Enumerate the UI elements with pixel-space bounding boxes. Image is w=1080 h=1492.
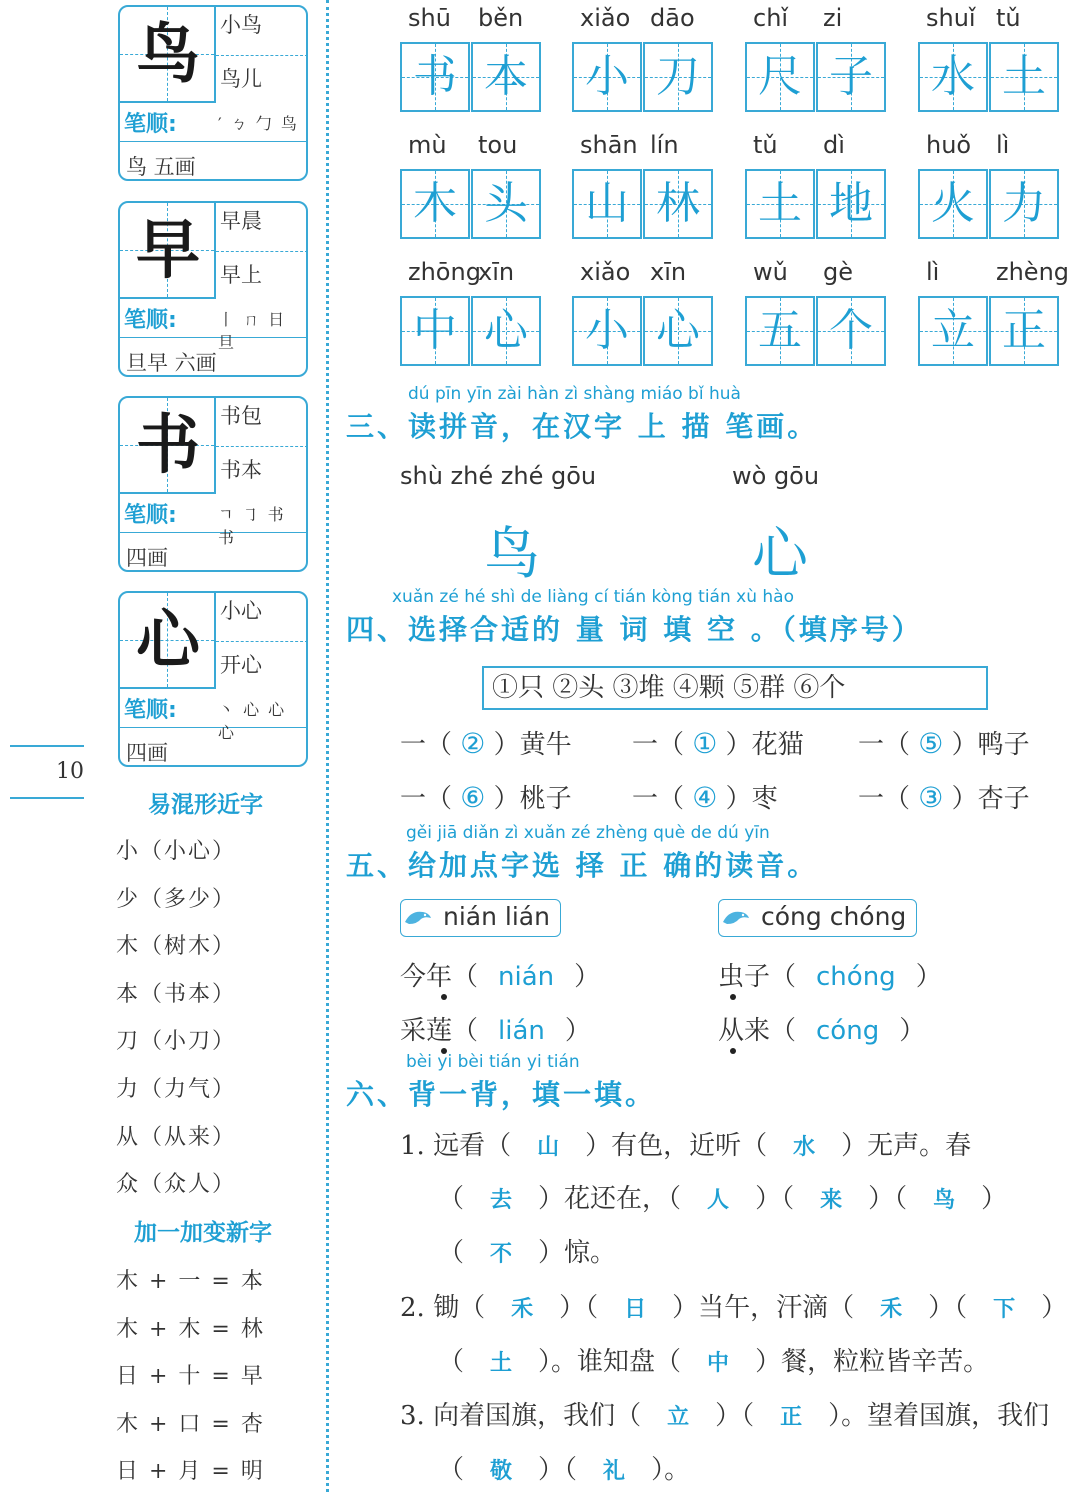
poem-line: 3. 向着国旗，我们（ 立 ）（ 正 ）。望着国旗，我们 [400,1401,1050,1431]
word-character: 尺 [758,51,802,102]
stroke-order: ㄱ ㇆ 书 书 [218,505,286,547]
measure-word-question: 一（ ④ ）枣 [632,781,778,814]
tian-grid [918,42,988,112]
tian-grid [643,169,713,239]
tian-grid [989,296,1059,366]
add-char-item: 日 + 十 = 早 [116,1364,265,1390]
card-word-1: 早晨 [220,209,262,233]
word-pinyin: dì [823,131,845,159]
add-char-item: 木 + 口 = 杏 [116,1411,265,1437]
similar-chars-title: 易混形近字 [148,792,263,818]
word-character: 五 [758,305,802,356]
measure-word-question: 一（ ③ ）杏子 [858,781,1030,814]
tian-grid [918,296,988,366]
word-character: 立 [931,305,975,356]
measure-word-answer: ⑥ [460,781,486,814]
poem-answer: 人 [707,1188,730,1213]
word-pinyin: tǔ [753,131,778,159]
word-character: 书 [413,51,457,102]
card-character: 心 [136,603,200,678]
tian-grid [120,398,216,494]
similar-char-item: 少（多少） [116,886,237,912]
similar-char-item: 刀（小刀） [116,1029,237,1055]
word-character: 力 [1002,178,1046,229]
similar-char-item: 力（力气） [116,1077,237,1102]
word-character: 个 [829,305,873,356]
word-character: 心 [484,305,528,356]
card-word-2: 鸟儿 [220,67,262,91]
word-pinyin: lín [650,131,679,159]
stroke-order-label: 笔顺: [124,503,177,528]
stroke-count: 鸟 五画 [126,155,196,179]
word-character: 木 [413,178,457,229]
measure-word-answer: ① [692,727,718,760]
word-pinyin: xīn [650,258,687,286]
tian-grid [471,169,541,239]
poem-answer: 立 [667,1405,690,1430]
word-character: 地 [829,178,873,229]
word-character: 头 [484,178,528,229]
poem-answer: 去 [490,1188,513,1213]
tian-grid [471,42,541,112]
poem-answer: 中 [707,1351,730,1376]
word-character: 子 [829,51,873,102]
tian-grid [745,296,815,366]
page-number: 10 [10,745,84,799]
column-divider [326,0,329,1492]
stroke-count: 四画 [126,546,168,570]
word-pinyin: zhōng [408,258,481,286]
card-word-1: 书包 [220,404,262,428]
stroke-order: ′ ㄅ 勹 鸟 [218,114,299,133]
trace-char-2: 心 [752,522,808,587]
tian-grid [572,42,642,112]
word-pinyin: lì [996,131,1010,159]
word-pinyin: gè [823,258,853,286]
word-pinyin: chǐ [753,4,789,32]
card-character: 书 [136,408,200,483]
tian-grid [572,296,642,366]
add-char-item: 木 + 一 = 本 [116,1269,265,1294]
word-pinyin: běn [478,4,524,32]
poem-line: 1. 远看（ 山 ）有色，近听（ 水 ）无声。春 [400,1131,972,1161]
tian-grid [120,7,216,103]
reading-q3: 虫子（ chóng ） [718,962,942,992]
tian-grid [989,42,1059,112]
pinyin-option-tag-1 [400,899,561,937]
poem-answer: 日 [624,1297,647,1322]
tian-grid [572,169,642,239]
word-pinyin: wǔ [753,258,788,286]
word-character: 小 [585,305,629,356]
poem-answer: 禾 [880,1297,903,1322]
poem-answer: 敬 [490,1459,513,1484]
tian-grid [400,296,470,366]
tian-grid [643,296,713,366]
word-character: 林 [656,178,700,229]
tian-grid [816,169,886,239]
dolphin-icon [403,906,433,928]
poem-line: （ 敬 ）（ 礼 ）。 [438,1455,691,1485]
section3-title: 三、读拼音，在汉字 上 描 笔画。 [346,410,819,443]
reading-answer-4: cóng [816,1016,880,1046]
poem-answer: 正 [780,1405,803,1430]
section6-pinyin: bèi yi bèi tián yi tián [406,1052,580,1072]
measure-word-options: ①只 ②头 ③堆 ④颗 ⑤群 ⑥个 [482,666,988,710]
char-card [118,591,308,767]
stroke-count: 四画 [126,741,168,765]
word-pinyin: tǔ [996,4,1021,32]
card-word-1: 小心 [220,599,262,623]
stroke-order: 丶 心 心 心 [218,700,287,742]
word-character: 小 [585,51,629,102]
tian-grid [918,169,988,239]
tian-grid [643,42,713,112]
measure-word-answer: ⑤ [918,727,944,760]
word-pinyin: xīn [478,258,515,286]
poem-line: 2. 锄（ 禾 ）（ 日 ）当午，汗滴（ 禾 ）（ 下 ） [400,1293,1068,1323]
poem-answer: 禾 [511,1297,534,1322]
word-character: 土 [1002,51,1046,102]
poem-answer: 来 [820,1188,843,1213]
section3-pinyin: dú pīn yīn zài hàn zì shàng miáo bǐ huà [408,384,741,404]
emphasis-dot [730,1048,736,1054]
stroke-order-label: 笔顺: [124,112,177,137]
add-chars-title: 加一加变新字 [134,1220,272,1246]
tian-grid [120,203,216,299]
measure-word-question: 一（ ① ）花猫 [632,727,804,760]
measure-word-answer: ④ [692,781,718,814]
word-pinyin: dāo [650,4,695,32]
reading-q4: 从来（ cóng ） [718,1016,926,1046]
word-character: 中 [413,305,457,356]
word-pinyin: mù [408,131,447,159]
tian-grid [745,42,815,112]
add-char-item: 木 + 木 = 林 [116,1316,265,1342]
tian-grid [745,169,815,239]
word-pinyin: shū [408,4,451,32]
emphasis-dot [441,994,447,1000]
word-pinyin: lì [926,258,940,286]
tian-grid [400,169,470,239]
pinyin-option-text-1: nián lián [443,902,550,931]
stroke-order-label: 笔顺: [124,698,177,723]
word-pinyin: zhèng [996,258,1070,286]
section5-title: 五、给加点字选 择 正 确的读音。 [346,849,819,882]
word-pinyin: shuǐ [926,4,976,32]
poem-answer: 鸟 [933,1188,956,1213]
stroke-name-2: wò gōu [732,462,820,490]
measure-word-question: 一（ ② ）黄牛 [400,727,572,760]
similar-char-item: 众（众人） [116,1172,237,1198]
char-card [118,396,308,572]
word-character: 山 [585,178,629,229]
similar-char-item: 小（小心） [116,839,237,864]
word-character: 水 [931,51,975,102]
tian-grid [989,169,1059,239]
reading-q1: 今年（ nián ） [400,962,601,992]
dolphin-icon [721,906,751,928]
measure-word-answer: ② [460,727,486,760]
measure-word-answer: ③ [918,781,944,814]
word-character: 土 [758,178,802,229]
reading-answer-2: lián [498,1016,545,1046]
similar-char-item: 木（树木） [116,934,237,960]
reading-answer-3: chóng [816,962,896,992]
word-character: 本 [484,51,528,102]
word-pinyin: xiǎo [580,258,631,286]
section4-title: 四、选择合适的 量 词 填 空 。（填序号） [346,613,923,646]
section4-pinyin: xuǎn zé hé shì de liàng cí tián kòng tián xù hào [392,587,794,607]
poem-answer: 不 [490,1242,513,1267]
tian-grid [816,42,886,112]
poem-line: （ 不 ）惊。 [438,1238,617,1268]
similar-char-item: 本（书本） [116,981,237,1007]
section6-title: 六、背一背，填一填。 [346,1078,657,1111]
stroke-order: 丨 ㄇ 日 旦 [218,310,287,352]
tian-grid [120,593,216,689]
tian-grid [471,296,541,366]
poem-line: （ 土 ）。谁知盘（ 中 ）餐，粒粒皆辛苦。 [438,1347,990,1377]
card-word-2: 早上 [220,263,262,287]
emphasis-dot [730,994,736,1000]
card-character: 鸟 [136,17,200,92]
char-card [118,5,308,181]
word-character: 刀 [656,51,700,102]
reading-answer-1: nián [498,962,555,992]
stroke-order-label: 笔顺: [124,308,177,333]
card-word-2: 书本 [220,458,262,482]
pinyin-option-text-2: cóng chóng [761,902,907,931]
word-character: 火 [931,178,975,229]
word-character: 正 [1002,305,1046,356]
measure-word-question: 一（ ⑥ ）桃子 [400,781,572,814]
card-word-1: 小鸟 [220,13,262,37]
card-word-2: 开心 [220,653,262,677]
trace-char-1: 鸟 [484,522,540,587]
char-card [118,201,308,377]
poem-answer: 下 [993,1297,1016,1322]
add-char-item: 日 + 月 = 明 [116,1459,265,1485]
word-pinyin: huǒ [926,131,972,159]
poem-answer: 山 [537,1135,560,1160]
word-character: 心 [656,305,700,356]
poem-answer: 礼 [603,1459,626,1484]
tian-grid [816,296,886,366]
word-pinyin: tou [478,131,518,159]
similar-char-item: 从（从来） [116,1124,237,1150]
section5-pinyin: gěi jiā diǎn zì xuǎn zé zhèng què de dú yīn [406,823,770,843]
word-pinyin: zi [823,4,843,32]
pinyin-option-tag-2 [718,899,917,937]
tian-grid [400,42,470,112]
poem-answer: 土 [490,1351,513,1376]
poem-answer: 水 [793,1135,816,1160]
stroke-name-1: shù zhé zhé gōu [400,462,597,490]
stroke-count: 旦早 六画 [126,351,217,375]
card-character: 早 [136,213,200,288]
poem-line: （ 去 ）花还在，（ 人 ）（ 来 ）（ 鸟 ） [438,1184,1008,1214]
word-pinyin: shān [580,131,638,159]
reading-q2: 采莲（ lián ） [400,1016,591,1046]
measure-word-question: 一（ ⑤ ）鸭子 [858,727,1030,760]
word-pinyin: xiǎo [580,4,631,32]
